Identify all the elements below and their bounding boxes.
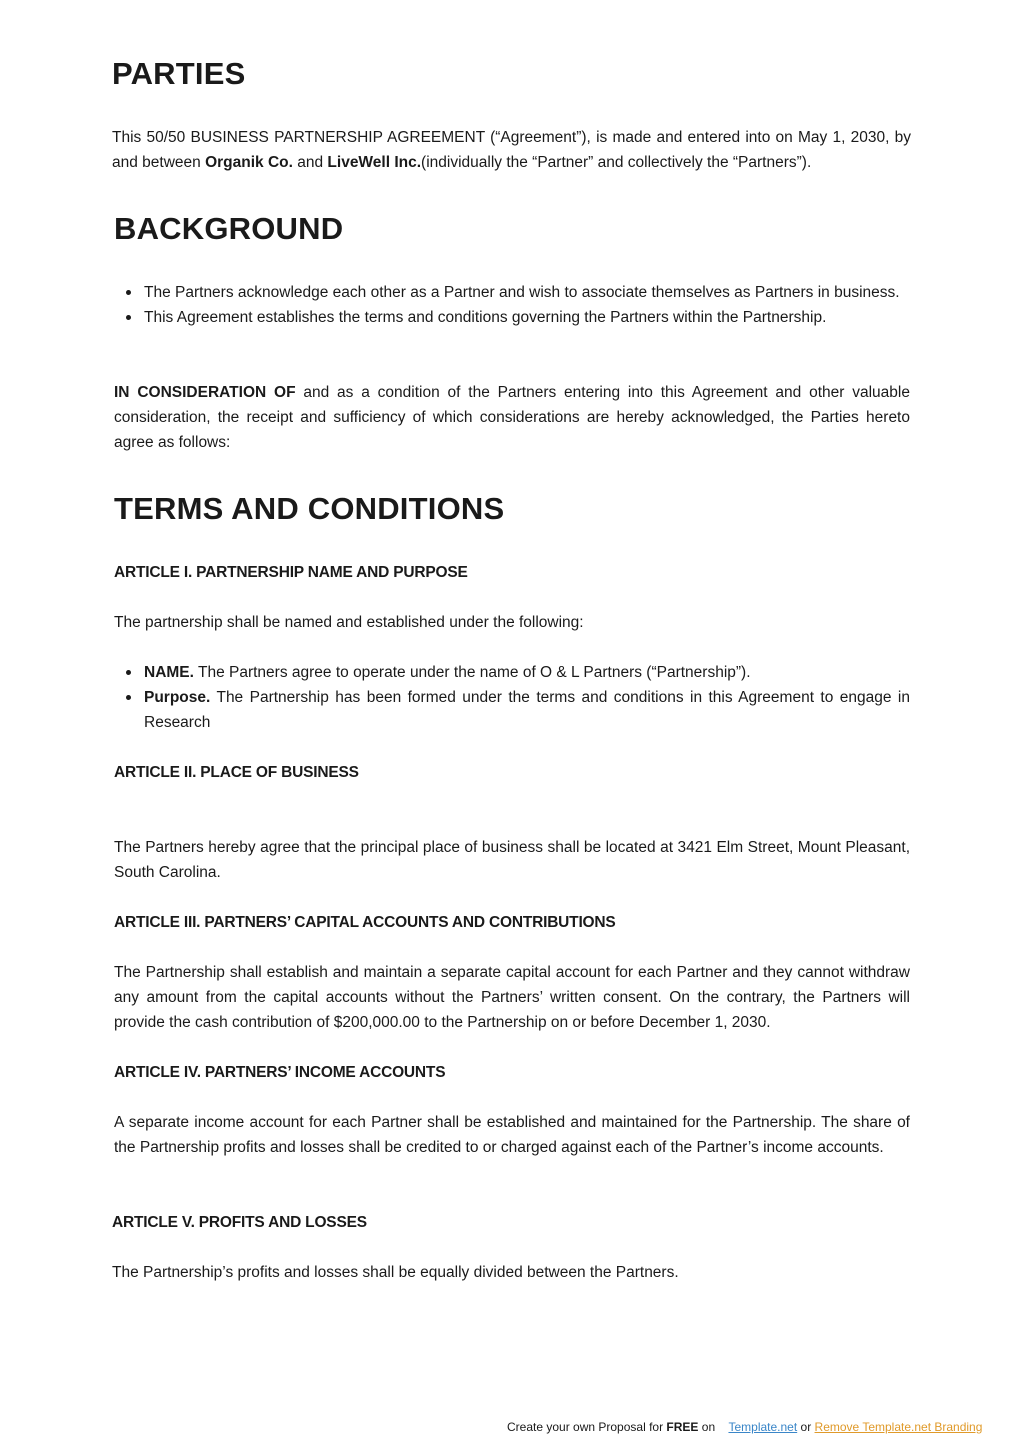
article-1-item-2-label: Purpose.: [144, 689, 211, 706]
list-item: [114, 660, 910, 685]
list-item: [114, 685, 910, 735]
parties-intro-post: (individually the “Partner” and collectively the “Partners”).: [421, 154, 812, 171]
terms-heading: TERMS AND CONDITIONS: [114, 491, 505, 526]
parties-and: and: [292, 154, 328, 171]
article-5-title: ARTICLE V. PROFITS AND LOSSES: [112, 1214, 367, 1231]
consideration-paragraph: [114, 380, 910, 455]
article-1-intro: The partnership shall be named and established under the following:: [114, 614, 584, 631]
article-4-text: A separate income account for each Partner shall be established and maintained for the Partnership. The share of the Partnership profits and losses shall be credited to or charged against each of the Partner’s income accounts.: [114, 1114, 910, 1156]
footer-on: on: [698, 1420, 719, 1434]
footer-branding: [507, 1419, 982, 1435]
party-two-name: LiveWell Inc.: [327, 154, 422, 171]
parties-intro-pre: This 50/50 BUSINESS PARTNERSHIP AGREEMENT (“Agreement”), is made and entered into on May 1, 2030, by and between: [112, 129, 911, 171]
party-one-name: Organik Co.: [205, 154, 293, 171]
background-heading: BACKGROUND: [114, 211, 344, 246]
article-3-title: ARTICLE III. PARTNERS’ CAPITAL ACCOUNTS AND CONTRIBUTIONS: [114, 914, 616, 931]
consideration-text: and as a condition of the Partners entering into this Agreement and other valuable consideration, the receipt and sufficiency of which considerations are hereby acknowledged, the Parties hereto agree as follows:: [114, 384, 910, 451]
consideration-bold: IN CONSIDERATION OF: [114, 384, 296, 401]
parties-heading: PARTIES: [112, 56, 246, 91]
article-2-title: ARTICLE II. PLACE OF BUSINESS: [114, 764, 359, 781]
background-bullet-1: The Partners acknowledge each other as a Partner and wish to associate themselves as Partners in business.: [144, 284, 900, 301]
footer-prefix: Create your own Proposal for: [507, 1420, 667, 1434]
bullet-icon: [126, 315, 131, 320]
article-3-text: The Partnership shall establish and maintain a separate capital account for each Partner and they cannot withdraw any amount from the capital accounts without the Partners’ written consent. On the contrary, the Partners will provide the cash contribution of $200,000.00 to the Partnership on or before December 1, 2030.: [114, 964, 910, 1031]
article-1-list: [114, 660, 910, 735]
article-4-title: ARTICLE IV. PARTNERS’ INCOME ACCOUNTS: [114, 1064, 446, 1081]
remove-branding-link[interactable]: Remove Template.net Branding: [814, 1420, 983, 1434]
article-1-title: ARTICLE I. PARTNERSHIP NAME AND PURPOSE: [114, 564, 468, 581]
list-item: [114, 280, 910, 305]
list-item: [114, 305, 910, 330]
article-2-text: The Partners hereby agree that the principal place of business shall be located at 3421 Elm Street, Mount Pleasant, South Carolina.: [114, 839, 910, 881]
article-1-item-2-text: The Partnership has been formed under the terms and conditions in this Agreement to engage in Research: [144, 689, 910, 731]
background-bullet-2: This Agreement establishes the terms and conditions governing the Partners within the Partnership.: [144, 309, 827, 326]
footer-or: or: [797, 1420, 815, 1434]
background-list: [114, 280, 910, 330]
article-1-item-1-label: NAME.: [144, 664, 194, 681]
article-1-item-1-text: The Partners agree to operate under the name of O & L Partners (“Partnership”).: [193, 664, 751, 681]
footer-free: FREE: [666, 1420, 699, 1434]
bullet-icon: [126, 290, 131, 295]
bullet-icon: [126, 695, 131, 700]
parties-intro: [112, 125, 911, 175]
bullet-icon: [126, 670, 131, 675]
template-net-link[interactable]: Template.net: [728, 1420, 798, 1434]
article-5-text: The Partnership’s profits and losses shall be equally divided between the Partners.: [112, 1264, 679, 1281]
